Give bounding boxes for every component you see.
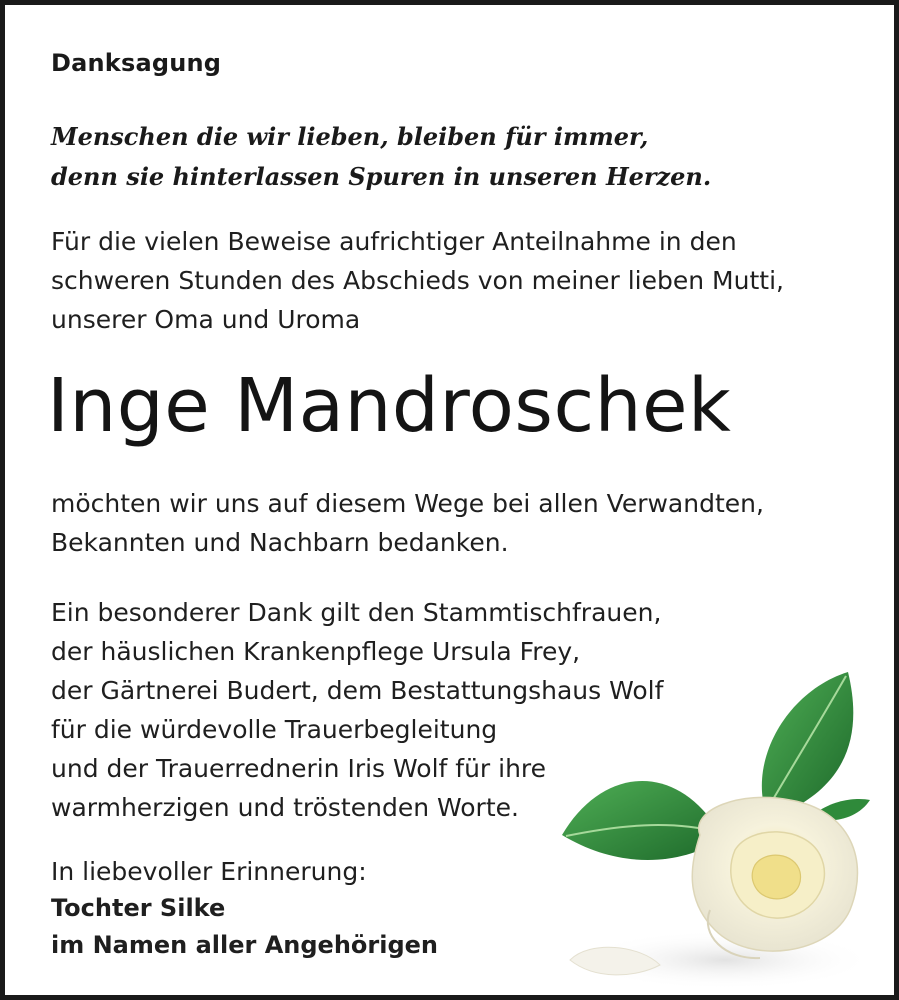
white-rose-icon [550, 660, 899, 1000]
motto-line: Menschen die wir lieben, bleiben für immer, [51, 122, 649, 151]
motto-line: denn sie hinterlassen Spuren in unseren Herzen. [51, 162, 712, 191]
special-thanks-line: warmherzigen und tröstenden Worte. [51, 793, 519, 822]
thanks-paragraph [51, 484, 764, 562]
notice-heading: Danksagung [51, 49, 222, 77]
signature-line: im Namen aller Angehörigen [51, 931, 439, 959]
signature-line: Tochter Silke [51, 894, 226, 922]
rose-petal-center [752, 855, 800, 899]
special-thanks-line: für die würdevolle Trauerbegleitung [51, 715, 498, 744]
special-thanks-line: der Gärtnerei Budert, dem Bestattungshaus Wolf [51, 676, 664, 705]
intro-line: Für die vielen Beweise aufrichtiger Anteilnahme in den [51, 227, 737, 256]
special-thanks-line: und der Trauerrednerin Iris Wolf für ihre [51, 754, 547, 783]
thanks-line: Bekannten und Nachbarn bedanken. [51, 528, 509, 557]
intro-line: schweren Stunden des Abschieds von meiner lieben Mutti, [51, 266, 784, 295]
intro-line: unserer Oma und Uroma [51, 305, 361, 334]
intro-paragraph [51, 222, 784, 339]
deceased-name: Inge Mandroschek [47, 363, 732, 449]
motto-quote [51, 117, 711, 197]
special-thanks-line: der häuslichen Krankenpflege Ursula Frey, [51, 637, 581, 666]
closing-phrase: In liebevoller Erinnerung: [51, 857, 367, 886]
special-thanks-line: Ein besonderer Dank gilt den Stammtischfrauen, [51, 598, 662, 627]
thanks-line: möchten wir uns auf diesem Wege bei allen Verwandten, [51, 489, 764, 518]
closing-block [51, 853, 438, 964]
